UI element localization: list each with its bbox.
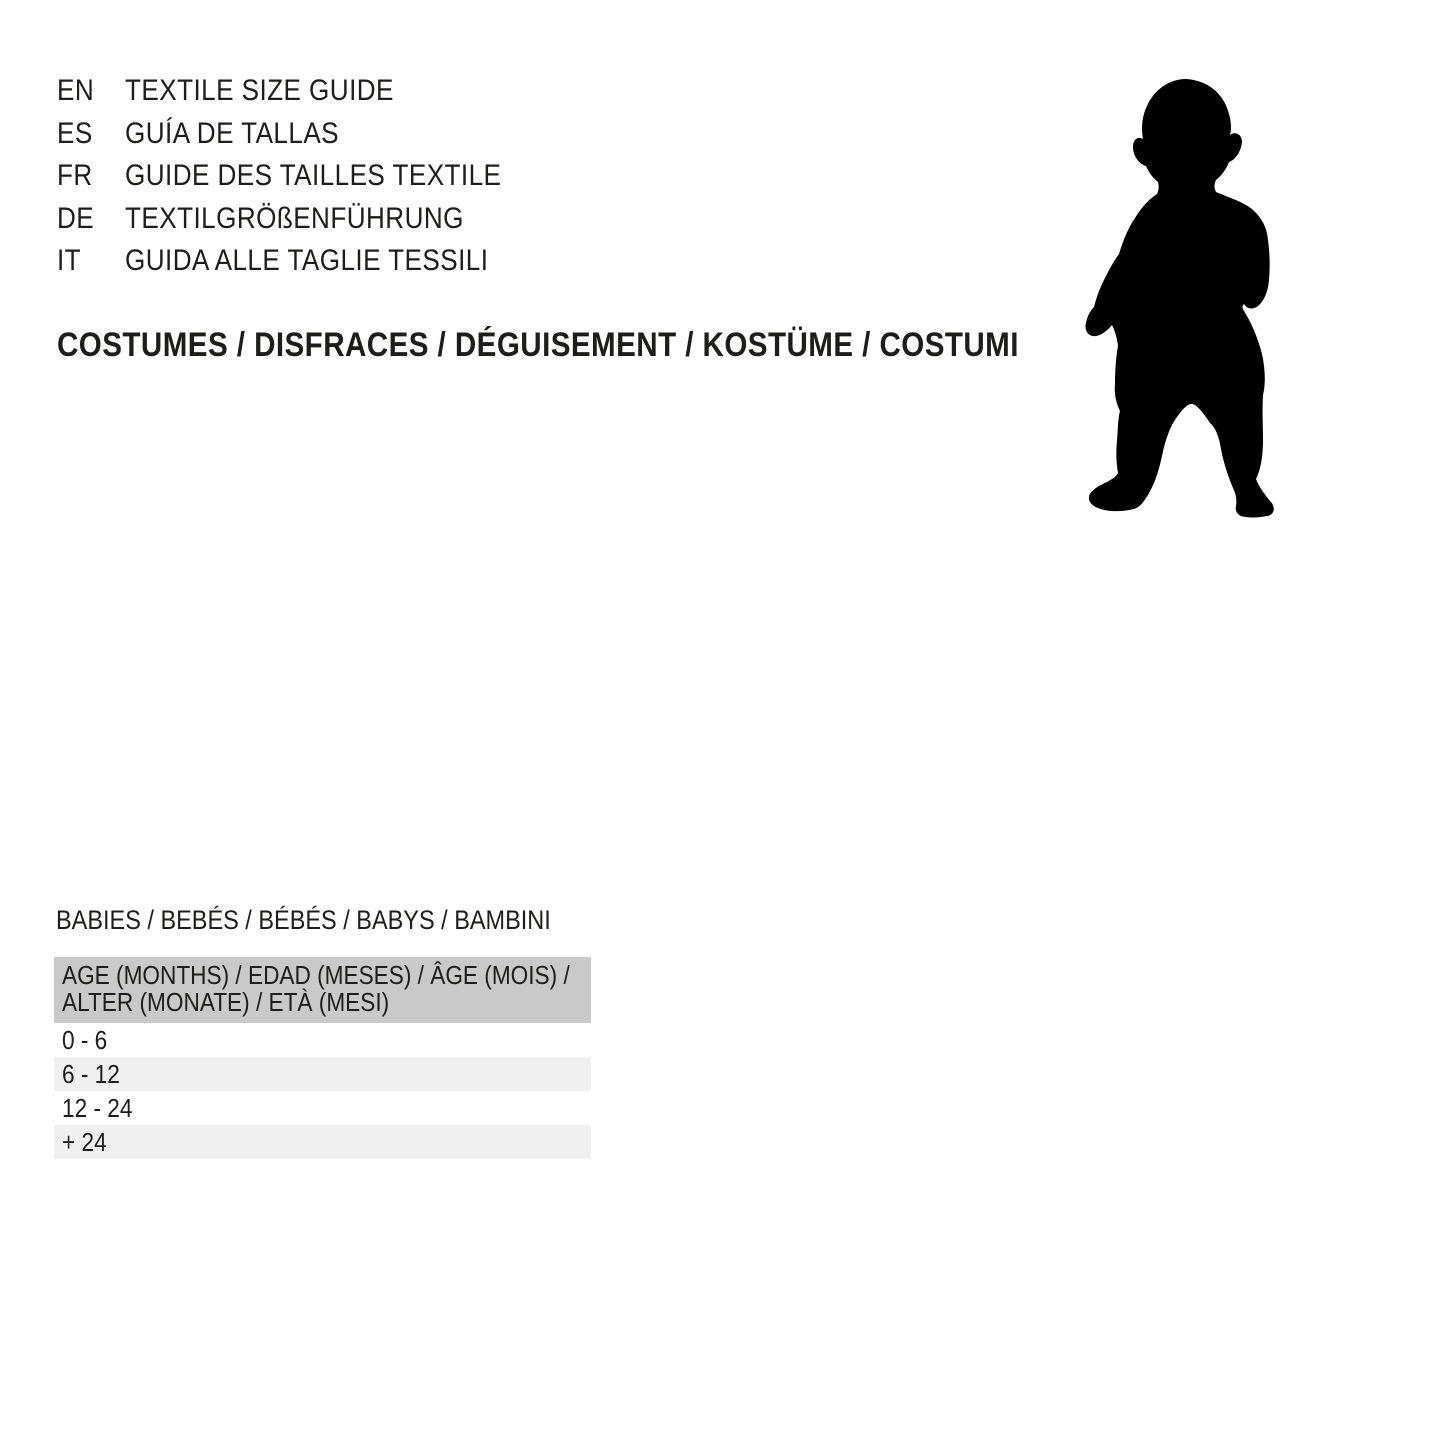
age-table-header [54,957,591,1023]
category-title: COSTUMES / DISFRACES / DÉGUISEMENT / KOSTÜME / COSTUMI [57,325,1019,364]
language-code: IT [57,244,82,278]
language-row-en [57,70,558,113]
language-code: EN [57,74,95,108]
language-row-fr [57,155,558,198]
babies-section-title: BABIES / BEBÉS / BÉBÉS / BABYS / BAMBINI [56,904,551,935]
language-label: GUIDE DES TAILLES TEXTILE [125,159,502,193]
age-range-value: 6 - 12 [62,1058,120,1089]
age-table-row [54,1125,591,1159]
age-range-value: 0 - 6 [62,1024,108,1055]
age-range-value: + 24 [62,1126,107,1157]
age-table [54,957,591,1159]
age-table-row [54,1023,591,1057]
baby-silhouette-path [1085,79,1273,518]
language-label: TEXTILE SIZE GUIDE [125,74,394,108]
language-label: GUIDA ALLE TAGLIE TESSILI [125,244,489,278]
baby-silhouette-icon [1082,78,1295,523]
language-label: GUÍA DE TALLAS [125,116,340,150]
language-code: FR [57,159,93,193]
language-row-de [57,198,558,241]
language-label: TEXTILGRÖßENFÜHRUNG [125,201,464,235]
age-table-row [54,1057,591,1091]
language-row-es [57,113,558,156]
age-table-header-line-2: ALTER (MONATE) / ETÀ (MESI) [62,987,390,1017]
language-code: DE [57,201,95,235]
age-table-row [54,1091,591,1125]
language-row-it [57,240,558,283]
language-code: ES [57,116,93,150]
baby-silhouette-svg [1082,78,1295,523]
age-range-value: 12 - 24 [62,1092,133,1123]
age-table-header-line-1: AGE (MONTHS) / EDAD (MESES) / ÂGE (MOIS) / [62,960,570,990]
language-legend [57,70,558,283]
